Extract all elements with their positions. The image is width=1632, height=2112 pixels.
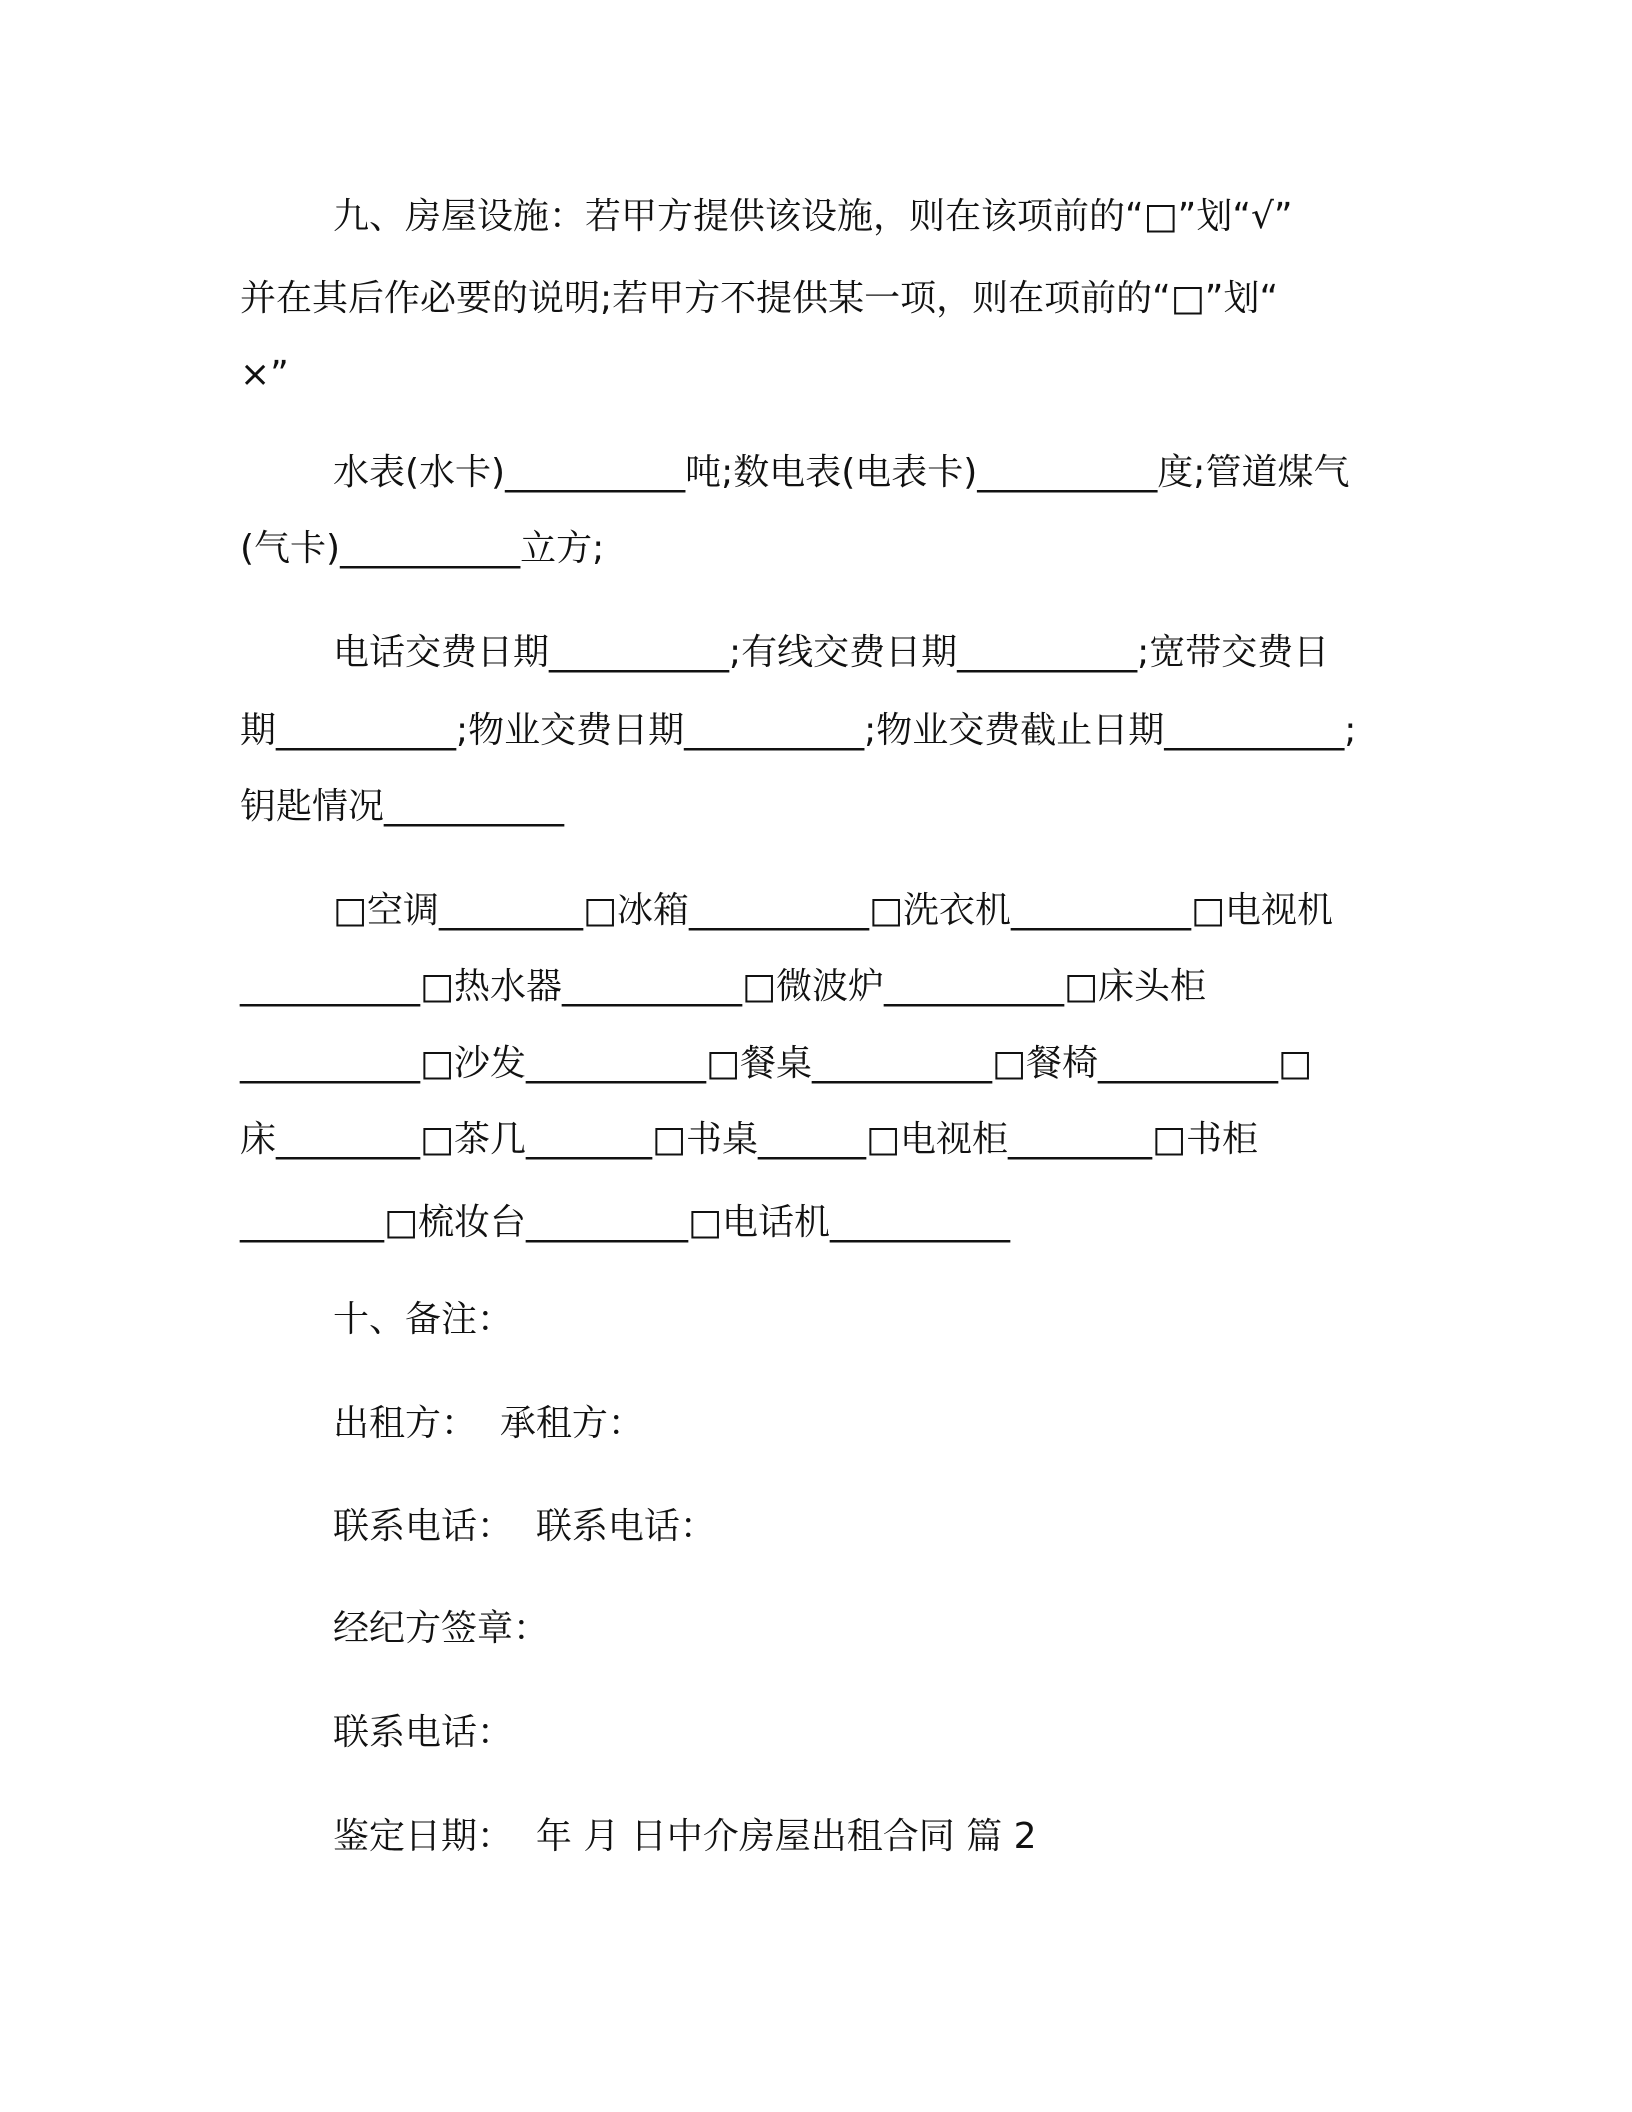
furniture-line-3: __________□沙发__________□餐桌__________□餐椅__________□ — [240, 1043, 1313, 1084]
payments-line-3: 钥匙情况__________ — [240, 786, 565, 827]
remarks-heading: 十、备注： — [333, 1299, 514, 1340]
furniture-line-2: __________□热水器__________□微波炉__________□床头柜 — [240, 966, 1207, 1007]
facilities-line-2: 并在其后作必要的说明;若甲方不提供某一项，则在项前的“□”划“ — [240, 278, 1279, 319]
facilities-line-1: 九、房屋设施：若甲方提供该设施，则在该项前的“□”划“√” — [333, 196, 1293, 237]
agent-seal-line: 经纪方签章： — [333, 1608, 550, 1649]
meters-line-2: (气卡)__________立方; — [240, 528, 605, 569]
facilities-line-3: ×” — [240, 354, 289, 395]
date-line: 鉴定日期： 年 月 日中介房屋出租合同 篇 2 — [333, 1816, 1037, 1857]
signature-phones: 联系电话： 联系电话： — [333, 1506, 716, 1547]
furniture-line-4: 床________□茶几_______□书桌______□电视柜________□书柜 — [240, 1119, 1259, 1160]
signature-parties: 出租方： 承租方： — [333, 1403, 644, 1444]
furniture-line-1: □空调________□冰箱__________□洗衣机__________□电视机 — [333, 890, 1334, 931]
payments-line-1: 电话交费日期__________;有线交费日期__________;宽带交费日 — [333, 632, 1330, 673]
payments-line-2: 期__________;物业交费日期__________;物业交费截止日期__________; — [240, 710, 1357, 751]
meters-line-1: 水表(水卡)__________吨;数电表(电表卡)__________度;管道煤气 — [333, 452, 1350, 493]
agent-phone-line: 联系电话： — [333, 1712, 514, 1753]
furniture-line-5: ________□梳妆台_________□电话机__________ — [240, 1202, 1011, 1243]
